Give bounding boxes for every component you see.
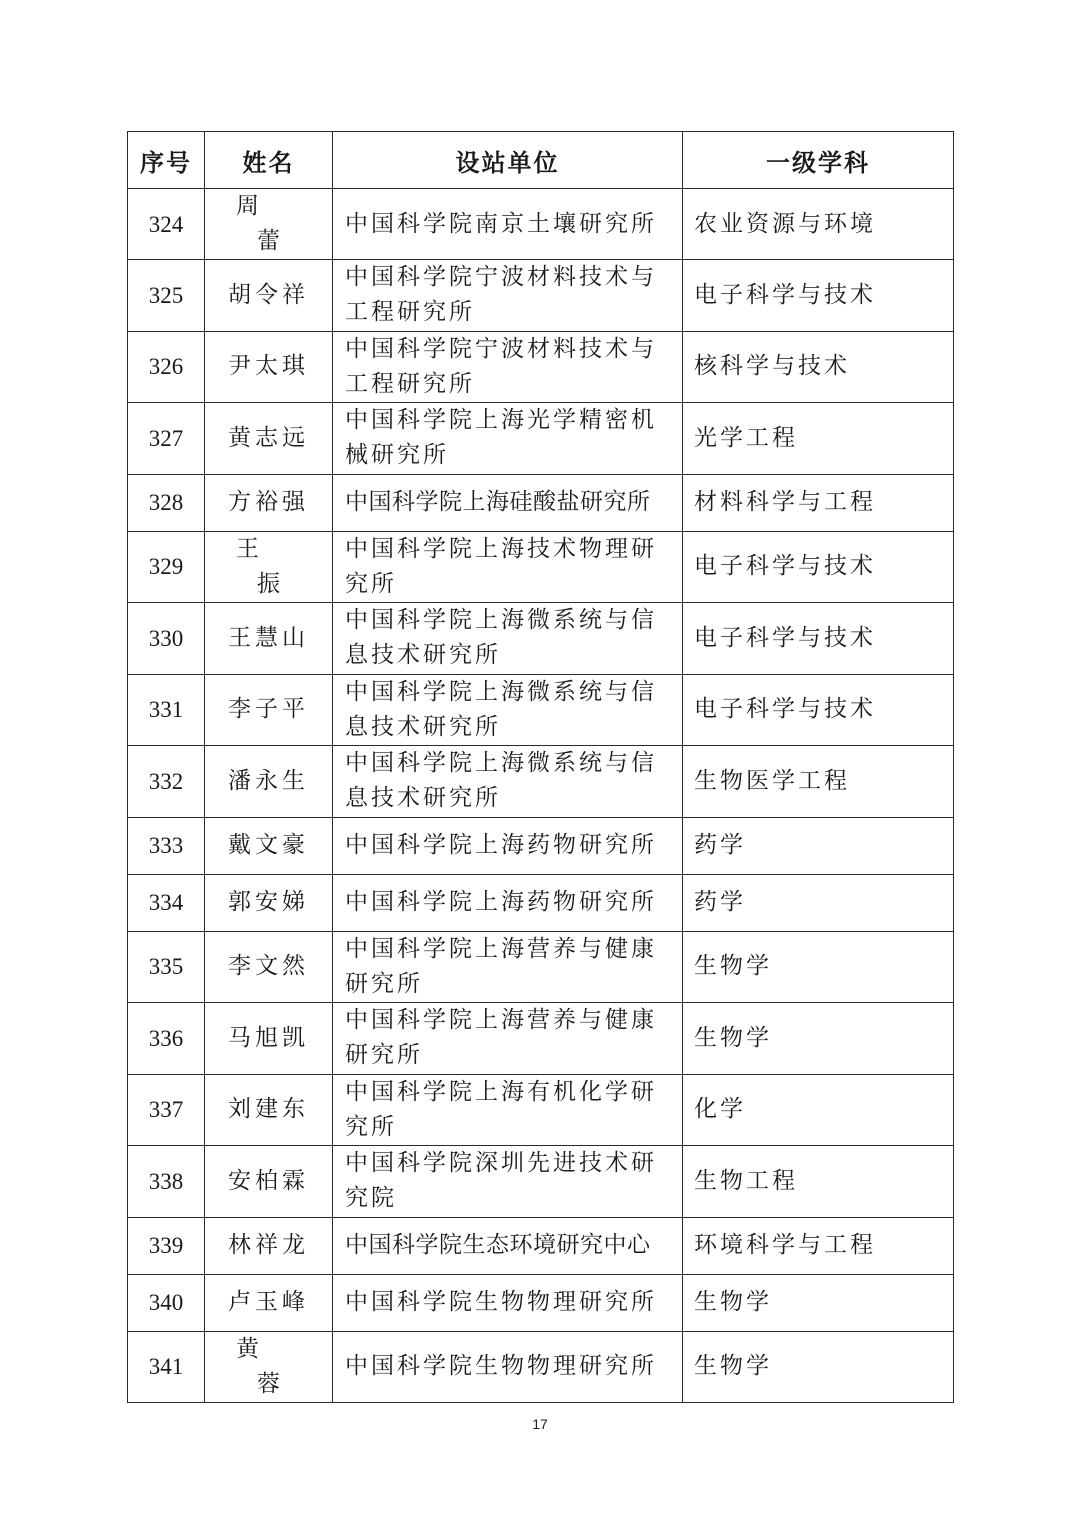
row-name: 郭安娣 [205,874,333,931]
row-unit: 中国科学院上海药物研究所 [333,874,683,931]
row-name [205,189,333,260]
row-name [205,1331,333,1402]
row-unit: 中国科学院深圳先进技术研究院 [333,1146,683,1218]
row-name: 安柏霖 [205,1146,333,1218]
table-row [128,931,954,1003]
row-unit: 中国科学院上海微系统与信息技术研究所 [333,674,683,746]
row-number: 334 [128,874,205,931]
header-number: 序号 [128,132,205,189]
header-subject: 一级学科 [683,132,954,189]
row-unit: 中国科学院上海微系统与信息技术研究所 [333,603,683,675]
row-number: 337 [128,1074,205,1146]
row-unit: 中国科学院上海有机化学研究所 [333,1074,683,1146]
row-name: 卢玉峰 [205,1274,333,1331]
row-number: 332 [128,746,205,818]
row-subject: 电子科学与技术 [683,531,954,603]
row-unit: 中国科学院宁波材料技术与工程研究所 [333,331,683,403]
row-name: 李文然 [205,931,333,1003]
row-subject: 生物工程 [683,1146,954,1218]
row-number: 329 [128,531,205,603]
row-number: 338 [128,1146,205,1218]
row-number: 325 [128,260,205,332]
postdoc-roster-table [127,131,954,1403]
row-number: 328 [128,474,205,531]
row-subject: 生物医学工程 [683,746,954,818]
row-unit: 中国科学院生物物理研究所 [333,1274,683,1331]
row-number: 330 [128,603,205,675]
row-subject: 电子科学与技术 [683,674,954,746]
table-row [128,474,954,531]
row-subject: 核科学与技术 [683,331,954,403]
header-unit: 设站单位 [333,132,683,189]
table-row [128,1217,954,1274]
row-name: 王慧山 [205,603,333,675]
row-subject: 电子科学与技术 [683,603,954,675]
row-name: 黄志远 [205,403,333,475]
header-name: 姓名 [205,132,333,189]
row-unit: 中国科学院宁波材料技术与工程研究所 [333,260,683,332]
row-unit: 中国科学院生物物理研究所 [333,1331,683,1402]
row-number: 326 [128,331,205,403]
table-row [128,189,954,260]
row-subject: 生物学 [683,931,954,1003]
row-name: 刘建东 [205,1074,333,1146]
table-row [128,1146,954,1218]
table-row [128,817,954,874]
table-row [128,260,954,332]
table-row [128,874,954,931]
row-number: 340 [128,1274,205,1331]
table-row [128,331,954,403]
row-name: 胡令祥 [205,260,333,332]
row-subject: 药学 [683,817,954,874]
row-subject: 农业资源与环境 [683,189,954,260]
table-row [128,1331,954,1402]
row-unit: 中国科学院上海技术物理研究所 [333,531,683,603]
row-subject: 生物学 [683,1274,954,1331]
row-name: 戴文豪 [205,817,333,874]
row-name: 李子平 [205,674,333,746]
row-name-text: 王振 [236,535,322,597]
row-subject: 环境科学与工程 [683,1217,954,1274]
row-subject: 化学 [683,1074,954,1146]
row-name-text: 黄蓉 [236,1335,322,1397]
row-subject: 材料科学与工程 [683,474,954,531]
row-subject: 生物学 [683,1331,954,1402]
row-number: 335 [128,931,205,1003]
row-name: 方裕强 [205,474,333,531]
row-subject: 光学工程 [683,403,954,475]
row-name: 林祥龙 [205,1217,333,1274]
row-number: 336 [128,1003,205,1075]
row-number: 331 [128,674,205,746]
row-name-text: 周蕾 [236,193,322,254]
table-row [128,1003,954,1075]
row-name [205,531,333,603]
page-number: 17 [532,1416,548,1432]
table-row [128,746,954,818]
table-row [128,603,954,675]
row-unit: 中国科学院生态环境研究中心 [333,1217,683,1274]
table-row [128,531,954,603]
row-unit: 中国科学院上海营养与健康研究所 [333,1003,683,1075]
row-subject: 生物学 [683,1003,954,1075]
table-row [128,1274,954,1331]
row-number: 333 [128,817,205,874]
row-subject: 电子科学与技术 [683,260,954,332]
row-unit: 中国科学院上海营养与健康研究所 [333,931,683,1003]
table-header-row [128,132,954,189]
row-unit: 中国科学院上海硅酸盐研究所 [333,474,683,531]
row-unit: 中国科学院上海光学精密机械研究所 [333,403,683,475]
row-unit: 中国科学院上海药物研究所 [333,817,683,874]
table-row [128,403,954,475]
row-number: 324 [128,189,205,260]
table-row [128,1074,954,1146]
table-row [128,674,954,746]
row-name: 尹太琪 [205,331,333,403]
row-number: 327 [128,403,205,475]
row-number: 339 [128,1217,205,1274]
row-name: 潘永生 [205,746,333,818]
row-unit: 中国科学院南京土壤研究所 [333,189,683,260]
row-unit: 中国科学院上海微系统与信息技术研究所 [333,746,683,818]
row-number: 341 [128,1331,205,1402]
row-subject: 药学 [683,874,954,931]
row-name: 马旭凯 [205,1003,333,1075]
